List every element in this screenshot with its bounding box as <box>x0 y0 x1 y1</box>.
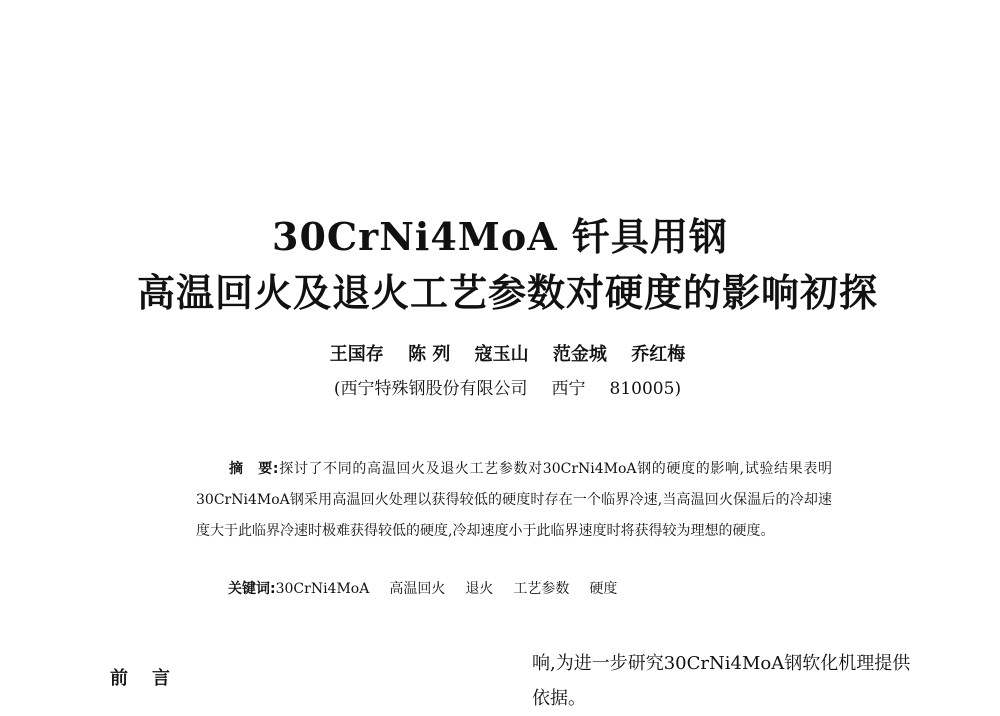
affiliation-organization: 西宁特殊钢股份有限公司 <box>340 379 528 399</box>
author-name: 王国存 <box>329 344 384 365</box>
author-list <box>0 340 1000 366</box>
section-heading-introduction: 前言 <box>110 668 194 689</box>
abstract-text: 探讨了不同的高温回火及退火工艺参数对30CrNi4MoA钢的硬度的影响,试验结果表明30CrNi4MoA钢采用高温回火处理以获得较低的硬度时存在一个临界冷速,当高温回火保温后的冷却速度大于此临界冷速时极难获得较低的硬度,冷却速度小于此临界速度时将获得较为理想的硬度。 <box>196 461 832 539</box>
author-name: 范金城 <box>552 344 607 365</box>
keywords-label: 关键词: <box>228 581 276 597</box>
affiliation-close-paren: ) <box>674 379 682 399</box>
keyword: 高温回火 <box>389 581 446 597</box>
abstract-label: 摘 要: <box>229 461 279 477</box>
affiliation-open-paren: ( <box>333 379 341 399</box>
author-name: 陈 列 <box>408 344 451 365</box>
keyword: 30CrNi4MoA <box>275 581 370 597</box>
abstract <box>196 454 832 547</box>
paper-title-line-2: 高温回火及退火工艺参数对硬度的影响初探 <box>136 270 878 315</box>
paper-title-line-1: 30CrNi4MoA 钎具用钢 <box>272 214 728 259</box>
affiliation-postcode: 810005 <box>609 379 675 399</box>
keyword: 工艺参数 <box>513 581 570 597</box>
author-name: 乔红梅 <box>631 344 686 365</box>
affiliation <box>0 374 1000 399</box>
keyword: 退火 <box>465 581 494 597</box>
affiliation-city: 西宁 <box>551 379 586 399</box>
author-name: 寇玉山 <box>474 344 529 365</box>
keyword: 硬度 <box>589 581 618 597</box>
keywords <box>228 578 637 598</box>
body-text-right-column: 响,为进一步研究30CrNi4MoA钢软化机理提供依据。 <box>532 653 911 709</box>
